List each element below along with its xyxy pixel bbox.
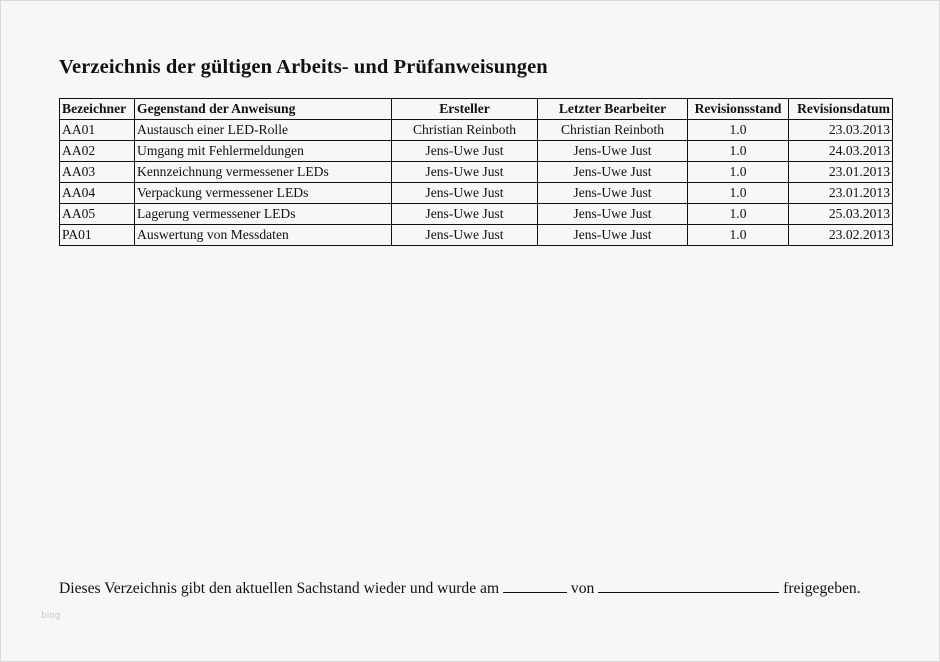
- instructions-table: [59, 98, 893, 246]
- cell-creator: Jens-Uwe Just: [392, 204, 538, 225]
- header-subject: Gegenstand der Anweisung: [135, 99, 392, 120]
- cell-revision: 1.0: [688, 120, 789, 141]
- header-editor: Letzter Bearbeiter: [538, 99, 688, 120]
- cell-revision: 1.0: [688, 162, 789, 183]
- cell-editor: Jens-Uwe Just: [538, 204, 688, 225]
- cell-subject: Kennzeichnung vermessener LEDs: [135, 162, 392, 183]
- cell-id: AA01: [60, 120, 135, 141]
- cell-creator: Jens-Uwe Just: [392, 225, 538, 246]
- approval-statement: [59, 580, 861, 598]
- cell-id: PA01: [60, 225, 135, 246]
- approval-text-middle: von: [570, 580, 595, 597]
- header-revision: Revisionsstand: [688, 99, 789, 120]
- approval-text-before: Dieses Verzeichnis gibt den aktuellen Sachstand wieder und wurde am: [59, 580, 500, 597]
- cell-date: 23.01.2013: [789, 162, 893, 183]
- cell-editor: Jens-Uwe Just: [538, 183, 688, 204]
- header-id: Bezeichner: [60, 99, 135, 120]
- cell-id: AA04: [60, 183, 135, 204]
- cell-editor: Jens-Uwe Just: [538, 141, 688, 162]
- cell-revision: 1.0: [688, 183, 789, 204]
- cell-date: 23.02.2013: [789, 225, 893, 246]
- cell-creator: Jens-Uwe Just: [392, 162, 538, 183]
- cell-creator: Jens-Uwe Just: [392, 183, 538, 204]
- cell-date: 25.03.2013: [789, 204, 893, 225]
- document-title: Verzeichnis der gültigen Arbeits- und Prüfanweisungen: [59, 56, 548, 78]
- header-creator: Ersteller: [392, 99, 538, 120]
- cell-editor: Christian Reinboth: [538, 120, 688, 141]
- approval-name-blank: [598, 580, 779, 593]
- cell-creator: Jens-Uwe Just: [392, 141, 538, 162]
- cell-id: AA03: [60, 162, 135, 183]
- cell-revision: 1.0: [688, 225, 789, 246]
- cell-editor: Jens-Uwe Just: [538, 162, 688, 183]
- cell-creator: Christian Reinboth: [392, 120, 538, 141]
- table-row: [60, 120, 893, 141]
- approval-date-blank: [503, 580, 567, 593]
- cell-revision: 1.0: [688, 204, 789, 225]
- cell-date: 24.03.2013: [789, 141, 893, 162]
- cell-date: 23.01.2013: [789, 183, 893, 204]
- header-date: Revisionsdatum: [789, 99, 893, 120]
- cell-subject: Umgang mit Fehlermeldungen: [135, 141, 392, 162]
- cell-subject: Lagerung vermessener LEDs: [135, 204, 392, 225]
- table-row: [60, 204, 893, 225]
- cell-subject: Verpackung vermessener LEDs: [135, 183, 392, 204]
- cell-editor: Jens-Uwe Just: [538, 225, 688, 246]
- table-row: [60, 225, 893, 246]
- cell-subject: Austausch einer LED-Rolle: [135, 120, 392, 141]
- table-row: [60, 141, 893, 162]
- cell-revision: 1.0: [688, 141, 789, 162]
- table-row: [60, 162, 893, 183]
- cell-id: AA05: [60, 204, 135, 225]
- table-header-row: [60, 99, 893, 120]
- watermark: blog: [41, 611, 61, 621]
- table-row: [60, 183, 893, 204]
- approval-text-after: freigegeben.: [783, 580, 861, 597]
- cell-id: AA02: [60, 141, 135, 162]
- cell-date: 23.03.2013: [789, 120, 893, 141]
- cell-subject: Auswertung von Messdaten: [135, 225, 392, 246]
